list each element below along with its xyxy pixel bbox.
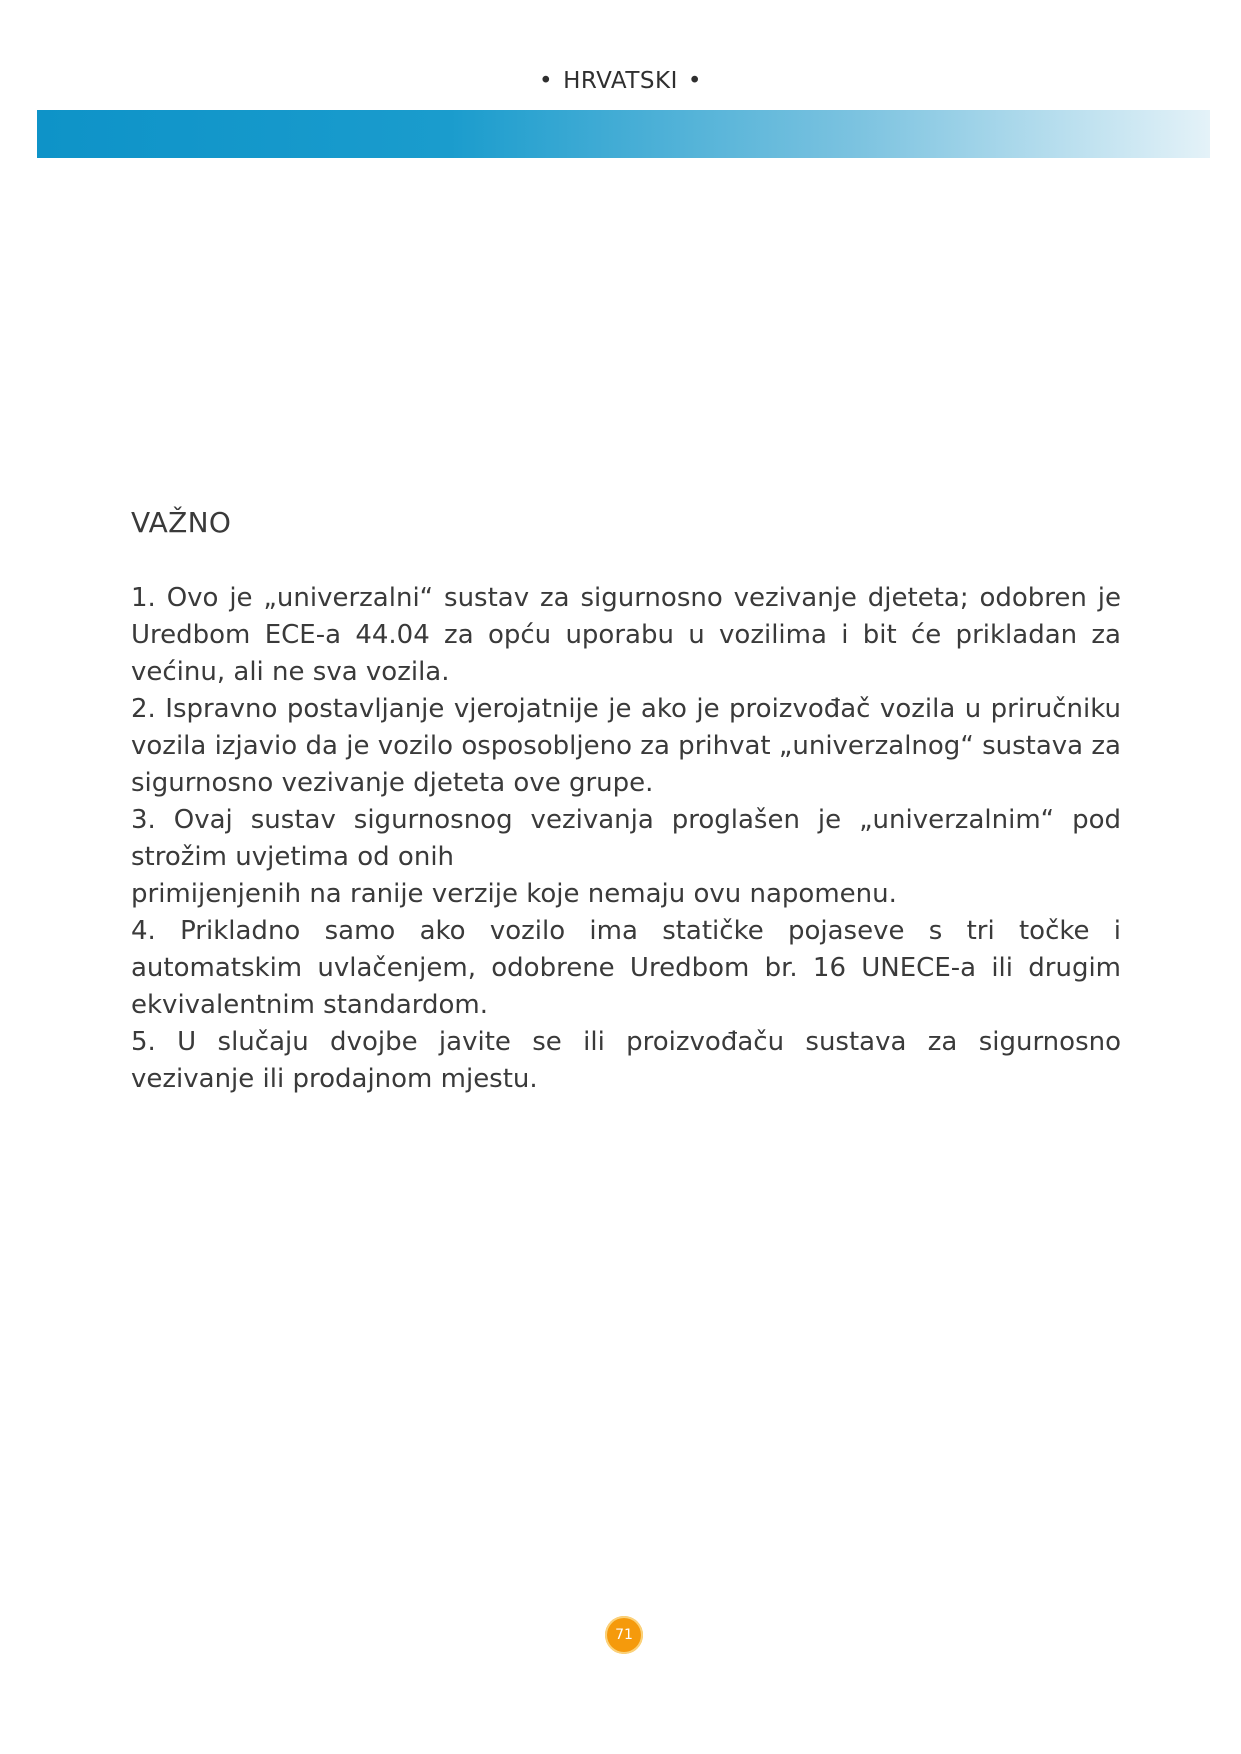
notice-body	[131, 580, 1121, 1098]
notice-paragraph-4: 4. Prikladno samo ako vozilo ima statičke pojaseve s tri točke i automatskim uvlačenjem, odobrene Uredbom br. 16 UNECE-a ili drugim ekvivalentnim standardom.	[131, 916, 1121, 1020]
page-number-badge: 71	[605, 1616, 643, 1654]
notice-paragraph-2: 2. Ispravno postavljanje vjerojatnije je ako je proizvođač vozila u priručniku vozila izjavio da je vozilo osposobljeno za prihvat „univerzalnog“ sustava za sigurnosno vezivanje djeteta ove grupe.	[131, 694, 1121, 798]
header-bullet-left: •	[539, 68, 554, 94]
notice-paragraph-1: 1. Ovo je „univerzalni“ sustav za sigurnosno vezivanje djeteta; odobren je Uredbom ECE-a 44.04 za opću uporabu u vozilima i bit će prikladan za većinu, ali ne sva vozila.	[131, 583, 1121, 687]
notice-paragraph-3: 3. Ovaj sustav sigurnosnog vezivanja proglašen je „univerzalnim“ pod strožim uvjetima od onih	[131, 805, 1121, 872]
section-heading: VAŽNO	[131, 506, 232, 539]
header-language-title: HRVATSKI	[563, 68, 678, 94]
page-header	[0, 68, 1241, 94]
header-gradient-band	[37, 110, 1210, 158]
header-bullet-right: •	[687, 68, 702, 94]
notice-paragraph-5: 5. U slučaju dvojbe javite se ili proizvođaču sustava za sigurnosno vezivanje ili prodajnom mjestu.	[131, 1027, 1121, 1094]
notice-paragraph-3-continuation: primijenjenih na ranije verzije koje nemaju ovu napomenu.	[131, 879, 897, 909]
